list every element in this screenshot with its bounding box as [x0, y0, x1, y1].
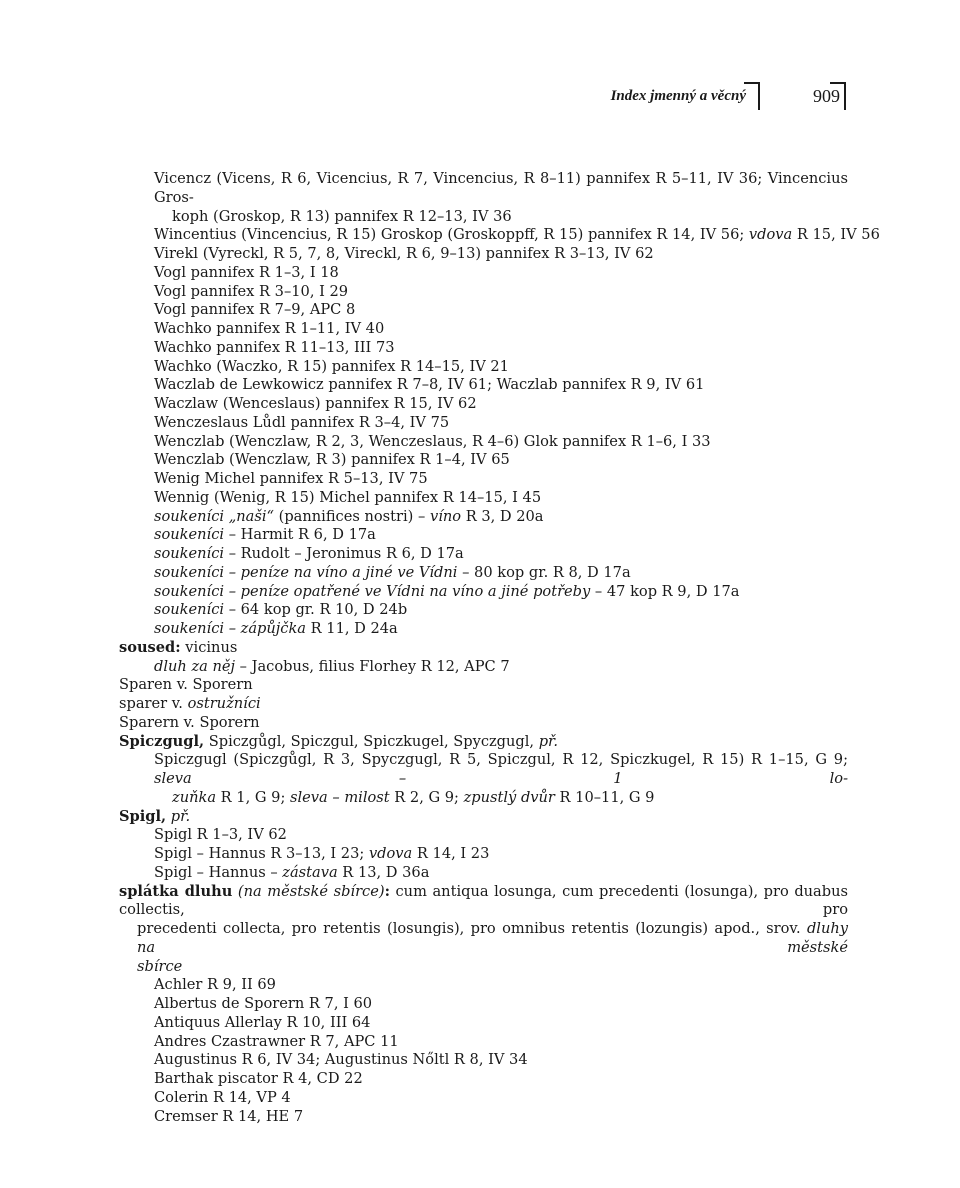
- entry-text-segment: zpustlý dvůr: [463, 788, 555, 806]
- entry-text-segment: soukeníci: [154, 601, 225, 619]
- entry-text-segment: – 47 kop R 9, D 17a: [590, 582, 740, 600]
- entry-text-segment: soukeníci: [154, 545, 225, 562]
- index-subentry: [119, 751, 848, 789]
- entry-text-segment: cum antiqua losunga, cum precedenti (losunga), pro duabus collectis, pro: [119, 882, 848, 919]
- index-subentry: [119, 601, 848, 620]
- index-subentry: [119, 1108, 848, 1127]
- entry-text-segment: Wenczlab (Wenczlaw, R 3) pannifex R 1–4, IV 65: [154, 451, 510, 469]
- index-entry-continuation: [119, 958, 848, 977]
- index-entry-heading: [119, 695, 848, 714]
- index-subentry: [119, 1051, 848, 1070]
- entry-text-segment: Waczlab de Lewkowicz pannifex R 7–8, IV 61; Waczlab pannifex R 9, IV 61: [154, 376, 705, 394]
- entry-text-segment: Colerin R 14, VP 4: [154, 1088, 291, 1106]
- index-entry-heading: [119, 714, 848, 733]
- index-subentry: [119, 826, 848, 845]
- entry-text-segment: sparer v.: [119, 695, 188, 712]
- entry-text-segment: sleva – milost: [290, 788, 390, 806]
- entry-text-segment: Wachko pannifex R 11–13, III 73: [154, 338, 395, 356]
- index-subentry: [119, 1033, 848, 1052]
- index-subentry: [119, 1014, 848, 1033]
- entry-text-segment: – 64 kop gr. R 10, D 24b: [224, 601, 408, 619]
- index-subentry: [119, 583, 848, 602]
- entry-text-segment: sbírce: [137, 957, 183, 975]
- running-title: Index jmenný a věcný: [610, 88, 746, 104]
- entry-text-segment: precedenti collecta, pro retentis (losungis), pro omnibus retentis (lozungis) apod., srov.: [137, 920, 807, 937]
- entry-text-segment: Spigl – Hannus R 3–13, I 23;: [154, 845, 369, 862]
- index-subentry: [119, 451, 848, 470]
- index-subentry: [119, 995, 848, 1014]
- entry-text-segment: Virekl (Vyreckl, R 5, 7, 8, Vireckl, R 6, 9–13) pannifex R 3–13, IV 62: [154, 245, 654, 262]
- entry-text-segment: Achler R 9, II 69: [154, 976, 276, 994]
- entry-text-segment: soukeníci „naši“: [154, 507, 274, 525]
- entry-text-segment: Antiquus Allerlay R 10, III 64: [154, 1013, 371, 1031]
- entry-text-segment: R 11, D 24a: [306, 620, 398, 637]
- entry-text-segment: soukeníci – peníze opatřené ve Vídni na víno a jiné potřeby: [154, 582, 591, 600]
- index-subentry: [119, 283, 848, 302]
- index-entry-heading: [119, 676, 848, 695]
- index-subentry: [119, 358, 848, 377]
- index-subentry: [119, 245, 848, 264]
- entry-text-segment: Vogl pannifex R 3–10, I 29: [154, 282, 349, 300]
- index-subentry: [119, 433, 848, 452]
- entry-text-segment: Spiczgugl,: [119, 732, 205, 750]
- page-header: [0, 80, 960, 114]
- entry-text-segment: R 2, G 9;: [389, 788, 464, 806]
- entry-text-segment: splátka dluhu: [119, 882, 233, 900]
- index-subentry: [119, 320, 848, 339]
- index-entries: [119, 170, 880, 1126]
- entry-text-segment: Wachko pannifex R 1–11, IV 40: [154, 320, 385, 337]
- index-subentry: [119, 470, 848, 489]
- entry-text-segment: Vicencz (Vicens, R 6, Vicencius, R 7, Vincencius, R 8–11) pannifex R 5–11, IV 36; Vincencius Gros-: [154, 170, 848, 206]
- index-subentry: [119, 976, 848, 995]
- entry-text-segment: Vogl pannifex R 7–9, APC 8: [154, 301, 356, 319]
- entry-text-segment: soukeníci – zápůjčka: [154, 620, 307, 637]
- entry-text-segment: Wenig Michel pannifex R 5–13, IV 75: [154, 470, 428, 487]
- entry-text-segment: př.: [538, 732, 559, 750]
- index-subentry: [119, 1070, 848, 1089]
- entry-text-segment: Barthak piscator R 4, CD 22: [154, 1070, 363, 1087]
- entry-text-segment: dluh za něj: [154, 657, 236, 675]
- entry-text-segment: Vogl pannifex R 1–3, I 18: [154, 263, 339, 281]
- entry-text-segment: př.: [170, 807, 191, 825]
- entry-text-segment: R 15, IV 56: [792, 226, 880, 244]
- index-entry-continuation: [119, 920, 848, 958]
- entry-text-segment: soukeníci: [154, 526, 225, 544]
- entry-text-segment: Andres Czastrawner R 7, APC 11: [154, 1032, 399, 1050]
- index-entry-continuation: [119, 789, 848, 808]
- entry-text-segment: Spiczgugl (Spiczgůgl, R 3, Spyczgugl, R 5, Spiczgul, R 12, Spiczkugel, R 15) R 1–15, G 9;: [154, 751, 848, 769]
- entry-text-segment: (pannifices nostri) –: [273, 507, 430, 525]
- entry-text-segment: Wincentius (Vincencius, R 15) Groskop (Groskoppff, R 15) pannifex R 14, IV 56;: [154, 226, 749, 244]
- entry-text-segment: R 10–11, G 9: [554, 788, 655, 806]
- index-subentry: [119, 170, 848, 208]
- entry-text-segment: Augustinus R 6, IV 34; Augustinus Nőltl R 8, IV 34: [154, 1051, 528, 1069]
- entry-text-segment: Spigl R 1–3, IV 62: [154, 826, 287, 844]
- entry-text-segment: – Rudolt – Jeronimus R 6, D 17a: [224, 545, 464, 562]
- index-subentry: [119, 226, 880, 245]
- index-entry-heading: [119, 639, 848, 658]
- index-subentry: [119, 395, 848, 414]
- index-subentry: [119, 508, 848, 527]
- index-subentry: [119, 526, 848, 545]
- entry-text-segment: vdova: [368, 845, 413, 862]
- entry-text-segment: Wennig (Wenig, R 15) Michel pannifex R 14–15, I 45: [154, 488, 542, 506]
- index-subentry: [119, 864, 848, 883]
- entry-text-segment: sleva – 1 lo-: [154, 770, 848, 787]
- title-corner-rule: [744, 82, 760, 110]
- index-subentry: [119, 658, 848, 677]
- entry-text-segment: – Jacobus, filius Florhey R 12, APC 7: [235, 657, 510, 675]
- index-subentry: [119, 264, 848, 283]
- entry-text-segment: – Harmit R 6, D 17a: [224, 526, 376, 544]
- entry-text-segment: R 1, G 9;: [216, 788, 290, 806]
- page-number: 909: [813, 86, 840, 106]
- entry-text-segment: Albertus de Sporern R 7, I 60: [154, 995, 373, 1012]
- entry-text-segment: vdova: [748, 226, 793, 244]
- entry-text-segment: Spigl – Hannus –: [154, 863, 283, 881]
- entry-text-segment: Wenczeslaus Lůdl pannifex R 3–4, IV 75: [154, 413, 450, 431]
- index-entry-heading: [119, 733, 848, 752]
- entry-text-segment: koph (Groskop, R 13) pannifex R 12–13, IV 36: [172, 207, 512, 225]
- index-subentry: [119, 545, 848, 564]
- entry-text-segment: (na městské sbírce): [237, 882, 385, 900]
- entry-text-segment: vicinus: [180, 638, 238, 656]
- entry-text-segment: soukeníci – peníze na víno a jiné ve Vídni: [154, 563, 458, 581]
- index-entry-heading: [119, 883, 848, 921]
- entry-text-segment: Waczlaw (Wenceslaus) pannifex R 15, IV 62: [154, 395, 477, 412]
- entry-text-segment: R 3, D 20a: [461, 507, 544, 525]
- entry-text-segment: Wenczlab (Wenczlaw, R 2, 3, Wenczeslaus, R 4–6) Glok pannifex R 1–6, I 33: [154, 432, 711, 450]
- entry-text-segment: :: [384, 882, 390, 900]
- index-subentry: [119, 620, 848, 639]
- entry-text-segment: dluhy na městské: [137, 920, 848, 956]
- index-subentry: [119, 845, 848, 864]
- entry-text-segment: zástava: [282, 863, 338, 881]
- entry-text-segment: Sparern v. Sporern: [119, 713, 260, 731]
- entry-text-segment: zuňka: [172, 788, 217, 806]
- entry-text-segment: Spiczgůgl, Spiczgul, Spiczkugel, Spyczgugl,: [204, 732, 539, 750]
- index-subentry: [119, 564, 848, 583]
- index-subentry: [119, 414, 848, 433]
- page-number-corner-rule: [830, 82, 846, 110]
- entry-text-segment: Cremser R 14, HE 7: [154, 1107, 304, 1125]
- index-entry-heading: [119, 808, 848, 827]
- index-subentry: [119, 301, 848, 320]
- index-subentry: [119, 339, 848, 358]
- entry-text-segment: víno: [429, 507, 462, 525]
- index-subentry: [119, 489, 848, 508]
- index-subentry: [119, 1089, 848, 1108]
- entry-text-segment: Wachko (Waczko, R 15) pannifex R 14–15, IV 21: [154, 357, 509, 375]
- entry-text-segment: Spigl,: [119, 807, 167, 825]
- index-entry-continuation: [119, 208, 848, 227]
- entry-text-segment: soused:: [119, 638, 181, 656]
- entry-text-segment: R 13, D 36a: [337, 863, 430, 881]
- entry-text-segment: R 14, I 23: [412, 845, 490, 862]
- entry-text-segment: ostružníci: [187, 695, 261, 712]
- index-subentry: [119, 376, 848, 395]
- entry-text-segment: Sparen v. Sporern: [119, 676, 253, 694]
- entry-text-segment: – 80 kop gr. R 8, D 17a: [457, 563, 631, 581]
